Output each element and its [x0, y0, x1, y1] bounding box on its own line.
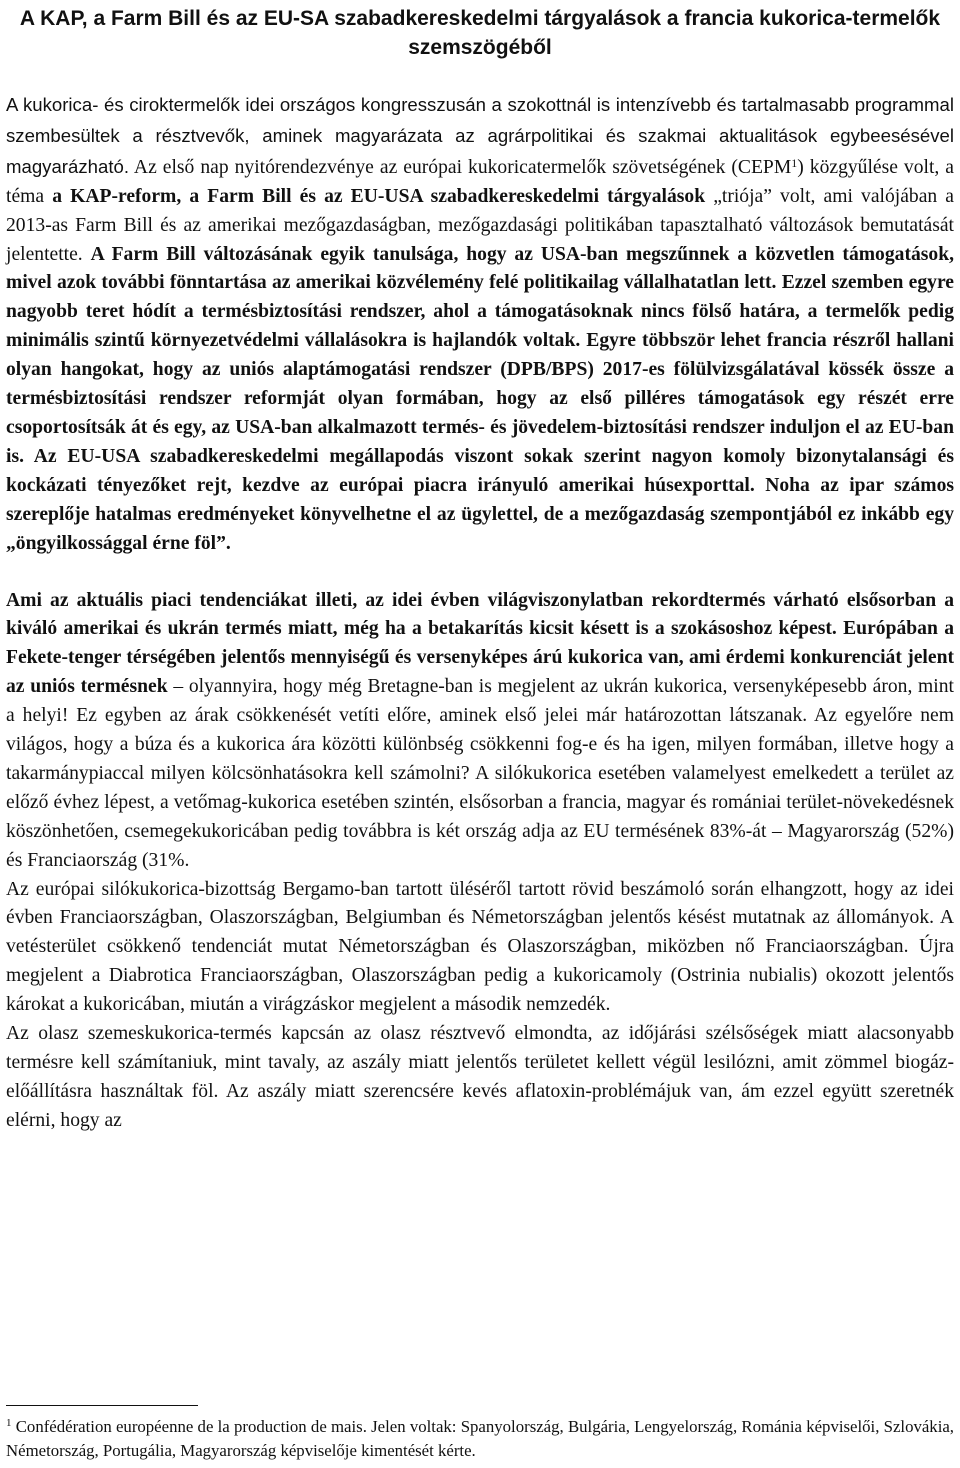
intro-text: A kukorica- és ciroktermelők idei országos kongresszusán a szokottnál is intenzívebb és tartalmasabb programmal szembesültek a résztvevők, aminek magyarázata az agrárpolitikai és szakmai aktualitások egybeesésével magyarázható.: [6, 94, 954, 177]
bold-run: A Farm Bill változásának egyik tanulsága, hogy az USA-ban megszűnnek a közvetlen támogatások, mivel azok további fönntartása az amerikai közvélemény felé politikailag vállalhatatlan lett. Ezzel szemben egyre nagyobb teret hódít a termésbiztosítási rendszer, ahol a támogatásoknak nincs fölső határa, a termelők pedig minimális szintű környezetvédelmi vállalásokra is hajlandók voltak. Egyre többször lehet francia részről hallani olyan hangokat, hogy az uniós alaptámogatási rendszer (DPB/BPS) 2017-es fölülvizsgálatával kössék össze a termésbiztosítási rendszer reformját olyan formában, hogy az első pilléres támogatások egy részét erre csoportosítsák át és egy, az USA-ban alkalmazott termés- és jövedelem-biztosítási rendszer induljon el az EU-ban is. Az EU-USA szabadkereskedelmi megállapodás viszont sokak szerint nagyon komoly bizonytalansági és kockázati tényezőket rejt, kezdve az európai piacra irányuló amerikai húsexporttal. Noha az ipar számos szereplője hatalmas eredményeket könyvelhetne el az ügylettel, de a mezőgazdaság szempontjából ez inkább egy „öngyilkossággal érne föl”.: [6, 243, 954, 554]
text-run: ) közgyűlése volt, a téma: [6, 156, 954, 207]
document-title: A KAP, a Farm Bill és az EU-SA szabadkereskedelmi tárgyalások a francia kukorica-termelők szemszögéből: [19, 7, 941, 59]
footnote-ref: 1: [791, 155, 798, 170]
paragraph-intro: [6, 90, 954, 559]
document-page: [6, 0, 954, 1468]
footnote-text: Confédération européenne de la production de mais. Jelen voltak: Spanyolország, Bulgária, Lengyelország, Románia képviselői, Szlovákia, Németország, Portugália, Magyarország képviselője kimentését kérte.: [6, 1417, 954, 1460]
footnote-number: 1: [6, 1417, 12, 1429]
paragraph-italy: Az olasz szemeskukorica-termés kapcsán az olasz résztvevő elmondta, az időjárási szélsőségek miatt alacsonyabb termésre kell számítaniuk, mint tavaly, az aszály miatt jelentős területet kellett végül lesilózni, amit zömmel biogáz-előállításra használtak föl. Az aszály miatt szerencsére kevés aflatoxin-problémájuk van, ám ezzel együtt szeretnék elérni, hogy az: [6, 1023, 954, 1131]
footnote: [6, 1415, 954, 1463]
text-run: Az első nap nyitórendezvénye az európai kukoricatermelők szövetségének (CEPM: [129, 156, 792, 178]
bold-run: a KAP-reform, a Farm Bill és az EU-USA szabadkereskedelmi tárgyalások: [52, 185, 706, 207]
text-run: „triója” volt, ami valójában a 2013-as Farm Bill és az amerikai mezőgazdaságban, mezőgazdasági politikában tapasztalható változások bemutatását jelentette.: [6, 185, 954, 265]
footnote-separator: [6, 1405, 198, 1406]
paragraph-silage: Az európai silókukorica-bizottság Bergamo-ban tartott üléséről tartott rövid beszámoló során elhangzott, hogy az idei évben Franciaországban, Olaszországban, Belgiumban és Németországban jelentős késést mutatnak az állományok. A vetésterület csökkenő tendenciát mutat Németországban és Olaszországban, miközben nő Franciaországban. Újra megjelent a Diabrotica Franciaországban, Olaszországban pedig a kukoricamoly (Ostrinia nubialis) okozott jelentős károkat a kukoricában, miután a virágzáskor megjelent a második nemzedék.: [6, 878, 954, 1016]
paragraph-market: [6, 587, 954, 876]
bold-run: Ami az aktuális piaci tendenciákat illeti, az idei évben világviszonylatban rekordtermés várható elsősorban a kiváló amerikai és ukrán termés miatt, még ha a betakarítás kicsit késett is a szokásoshoz képest. Európában a Fekete-tenger térségében jelentős mennyiségű és versenyképes árú kukorica van, ami érdemi konkurenciát jelent az uniós termésnek: [6, 589, 954, 698]
text-run: – olyannyira, hogy még Bretagne-ban is megjelent az ukrán kukorica, versenyképesebb áron, mint a helyi! Ez egyben az árak csökkenését vetíti előre, aminek első jelei már határozottan látszanak. Az egyelőre nem világos, hogy a búza és a kukorica ára közötti különbség csökkenni fog-e és ha igen, milyen formában, illetve hogy a takarmánypiaccal milyen kölcsönhatásokra kell számolni? A silókukorica esetében valamelyest emelkedett a terület az előző évhez lépest, a vetőmag-kukorica esetében szintén, elsősorban a francia, magyar és romániai terület-növekedésnek köszönhetően, csemegekukoricában pedig továbbra is két ország adja az EU termésének 83%-át – Magyarország (52%) és Franciaország (31%.: [6, 676, 954, 871]
